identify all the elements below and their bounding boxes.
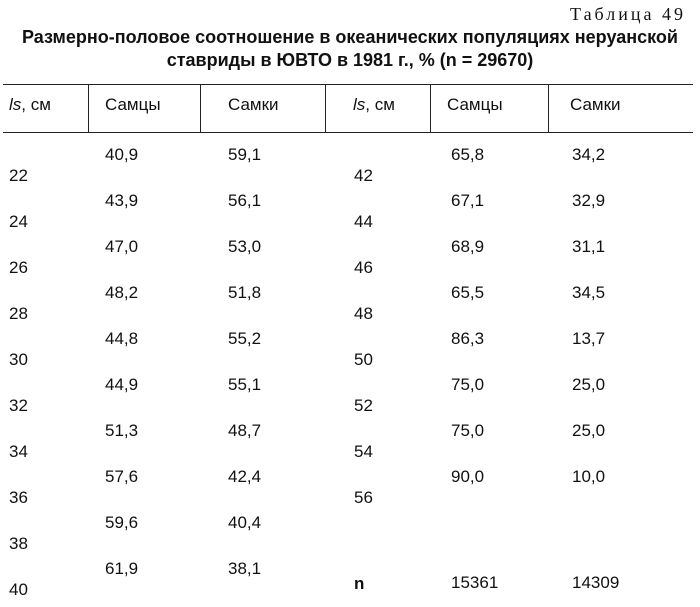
- length-label: 46: [354, 258, 373, 277]
- females-value: 42,4: [228, 467, 262, 486]
- males-value: 65,5: [451, 283, 485, 302]
- males-value: 90,0: [451, 467, 485, 486]
- header-ls-symbol: ls: [353, 95, 366, 114]
- length-label: 26: [9, 258, 28, 277]
- n-row-females: 14309: [572, 573, 620, 592]
- table-title-line1: Размерно-половое соотношение в океанических популяциях неруанской: [22, 27, 678, 47]
- header-males-right: Самцы: [447, 95, 503, 114]
- length-label: 52: [354, 396, 373, 415]
- females-value: 25,0: [572, 375, 606, 394]
- males-value: 67,1: [451, 191, 485, 210]
- females-value: 38,1: [228, 559, 262, 578]
- females-value: 55,1: [228, 375, 262, 394]
- females-value: 53,0: [228, 237, 262, 256]
- males-value: 65,8: [451, 145, 485, 164]
- females-value: 40,4: [228, 513, 262, 532]
- females-value: 10,0: [572, 467, 606, 486]
- length-label: 48: [354, 304, 373, 323]
- column-divider: [430, 84, 431, 132]
- females-value: 48,7: [228, 421, 262, 440]
- males-value: 47,0: [105, 237, 139, 256]
- females-value: 32,9: [572, 191, 606, 210]
- header-females-right: Самки: [570, 95, 621, 114]
- column-divider: [200, 84, 201, 132]
- column-divider: [88, 84, 89, 132]
- length-label: 38: [9, 534, 28, 553]
- length-label: 34: [9, 442, 28, 461]
- females-value: 56,1: [228, 191, 262, 210]
- length-label: 56: [354, 488, 373, 507]
- n-row-males: 15361: [451, 573, 499, 592]
- column-divider: [548, 84, 549, 132]
- males-value: 51,3: [105, 421, 139, 440]
- table-title-line2: ставриды в ЮВТО в 1981 г., % (n = 29670): [166, 50, 534, 70]
- length-label: 36: [9, 488, 28, 507]
- header-length-right: [353, 95, 395, 115]
- header-length-left: [9, 95, 51, 115]
- males-value: 48,2: [105, 283, 139, 302]
- females-value: 13,7: [572, 329, 606, 348]
- males-value: 43,9: [105, 191, 139, 210]
- length-label: 42: [354, 166, 373, 185]
- length-label: 30: [9, 350, 28, 369]
- males-value: 75,0: [451, 375, 485, 394]
- header-ls-unit: , см: [21, 95, 51, 114]
- table-number: Таблица 49: [570, 4, 686, 24]
- females-value: 59,1: [228, 145, 262, 164]
- length-label: 54: [354, 442, 373, 461]
- females-value: 31,1: [572, 237, 606, 256]
- males-value: 59,6: [105, 513, 139, 532]
- females-value: 25,0: [572, 421, 606, 440]
- males-value: 44,9: [105, 375, 139, 394]
- females-value: 51,8: [228, 283, 262, 302]
- length-label: 50: [354, 350, 373, 369]
- header-males-left: Самцы: [105, 95, 161, 114]
- females-value: 55,2: [228, 329, 262, 348]
- females-value: 34,2: [572, 145, 606, 164]
- column-divider: [325, 84, 326, 132]
- length-label: 44: [354, 212, 373, 231]
- males-value: 44,8: [105, 329, 139, 348]
- n-row-label: n: [354, 574, 365, 593]
- header-females-left: Самки: [228, 95, 279, 114]
- header-ls-unit: , см: [365, 95, 395, 114]
- length-label: 32: [9, 396, 28, 415]
- length-label: 24: [9, 212, 28, 231]
- males-value: 40,9: [105, 145, 139, 164]
- length-label: 22: [9, 166, 28, 185]
- males-value: 57,6: [105, 467, 139, 486]
- males-value: 68,9: [451, 237, 485, 256]
- length-label: 40: [9, 580, 28, 599]
- males-value: 75,0: [451, 421, 485, 440]
- males-value: 86,3: [451, 329, 485, 348]
- females-value: 34,5: [572, 283, 606, 302]
- header-bottom-rule: [3, 132, 693, 133]
- header-top-rule: [3, 84, 693, 85]
- males-value: 61,9: [105, 559, 139, 578]
- header-ls-symbol: ls: [9, 95, 22, 114]
- length-label: 28: [9, 304, 28, 323]
